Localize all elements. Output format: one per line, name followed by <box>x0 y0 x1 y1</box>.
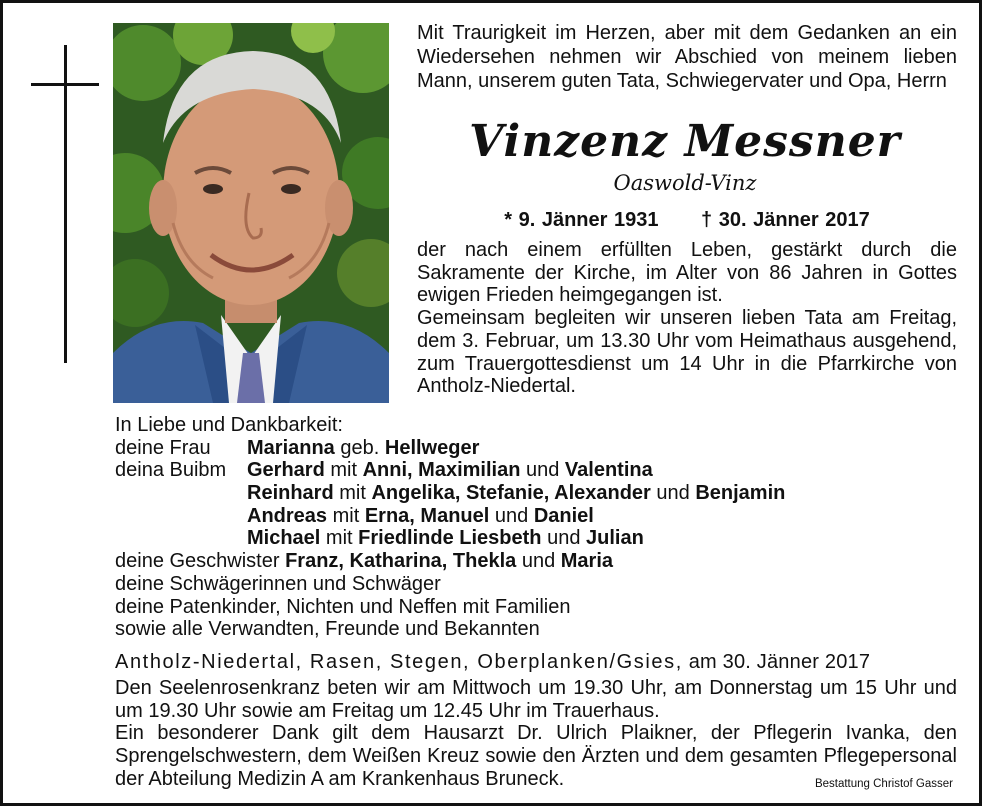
cross-icon <box>64 45 67 363</box>
birth-date: * 9. Jänner 1931 <box>504 209 659 231</box>
wife-entry: Marianna geb. Hellweger <box>247 436 480 459</box>
relatives-entry: sowie alle Verwandten, Freunde und Bekannten <box>115 618 540 641</box>
portrait-photo <box>113 23 389 403</box>
son-entry: Reinhard mit Angelika, Stefanie, Alexander und Benjamin <box>247 482 786 505</box>
notice-date: am 30. Jänner 2017 <box>688 651 871 673</box>
life-dates <box>417 209 957 232</box>
godchildren-entry: deine Patenkinder, Nichten und Neffen mit Familien <box>115 595 571 618</box>
deceased-nickname: Oaswold-Vinz <box>613 171 757 195</box>
wife-label: deine Frau <box>115 436 211 459</box>
intro-text: Mit Traurigkeit im Herzen, aber mit dem Gedanken an ein Wiedersehen nehmen wir Abschied von meinem lieben Mann, unserem guten Tata, Schwiegervater und Opa, Herrn <box>417 22 957 92</box>
death-date: † 30. Jänner 2017 <box>701 209 870 231</box>
passing-text: der nach einem erfüllten Leben, gestärkt durch die Sakramente der Kirche, im Alter von 86 Jahren in Gottes ewigen Frieden heimgegangen ist. <box>417 239 957 307</box>
son-entry: Gerhard mit Anni, Maximilian und Valentina <box>247 459 653 482</box>
place-date-line <box>115 651 957 674</box>
cross-icon-bar <box>31 83 99 86</box>
undertaker-credit: Bestattung Christof Gasser <box>814 778 953 790</box>
mourners-list <box>115 414 875 641</box>
thanks-text: Ein besonderer Dank gilt dem Hausarzt Dr. Ulrich Plaikner, der Pflegerin Ivanka, den Sprengelschwestern, dem Weißen Kreuz sowie den Ärzten und dem gesamten Pflegepersonal der Abteilung Medizin A am Krankenhaus Bruneck. <box>115 722 957 790</box>
son-entry: Andreas mit Erna, Manuel und Daniel <box>247 504 594 527</box>
siblings-entry: deine Geschwister Franz, Katharina, Thekla und Maria <box>115 550 614 573</box>
rosary-text: Den Seelenrosenkranz beten wir am Mittwoch um 19.30 Uhr, am Donnerstag um 15 Uhr und um 19.30 Uhr sowie am Freitag um 12.45 Uhr im Trauerhaus. <box>115 677 957 722</box>
funeral-text: Gemeinsam begleiten wir unseren lieben Tata am Freitag, dem 3. Februar, um 13.30 Uhr vom Heimathaus ausgehend, zum Trauergottesdienst um 14 Uhr in die Pfarrkirche von Antholz-Niedertal. <box>417 307 957 398</box>
closing-notes <box>115 677 957 791</box>
places: Antholz-Niedertal, Rasen, Stegen, Oberplanken/Gsies, <box>115 651 683 673</box>
son-entry: Michael mit Friedlinde Liesbeth und Julian <box>247 527 644 550</box>
announcement-body <box>417 239 957 398</box>
inlaws-entry: deine Schwägerinnen und Schwäger <box>115 572 441 595</box>
mourners-heading: In Liebe und Dankbarkeit: <box>115 414 343 436</box>
sons-label: deina Buibm <box>115 459 227 482</box>
deceased-name: Vinzenz Messner <box>469 116 901 167</box>
